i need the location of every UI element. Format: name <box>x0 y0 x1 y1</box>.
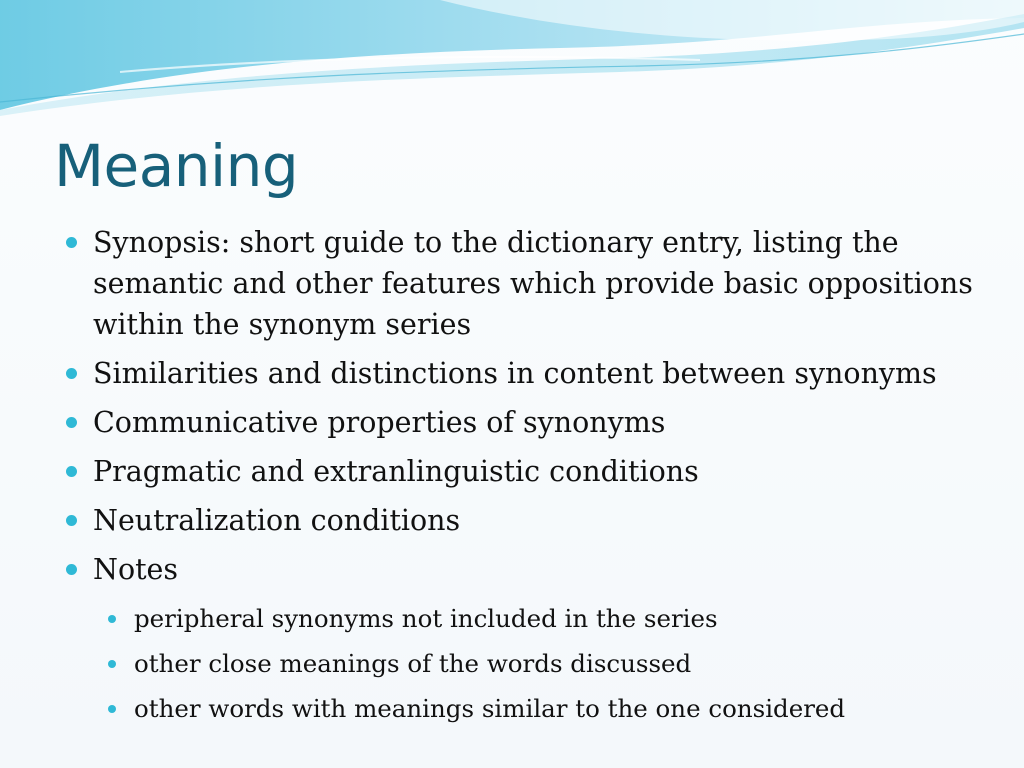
bullet-item: Similarities and distinctions in content between synonyms <box>62 353 992 394</box>
bullet-item: Notes <box>62 549 992 590</box>
bullet-item: Synopsis: short guide to the dictionary entry, listing the semantic and other features which provide basic oppositions within the synonym series <box>62 222 992 345</box>
bullet-list <box>62 222 992 731</box>
sub-bullet-item: peripheral synonyms not included in the series <box>103 596 992 641</box>
bullet-item: Communicative properties of synonyms <box>62 402 992 443</box>
sub-bullet-list <box>62 596 992 731</box>
decorative-wave-header <box>0 0 1024 120</box>
bullet-item: Pragmatic and extranlinguistic conditions <box>62 451 992 492</box>
sub-bullet-item: other close meanings of the words discussed <box>103 641 992 686</box>
bullet-item: Neutralization conditions <box>62 500 992 541</box>
sub-bullet-item: other words with meanings similar to the one considered <box>103 686 992 731</box>
slide-title: Meaning <box>54 132 299 200</box>
